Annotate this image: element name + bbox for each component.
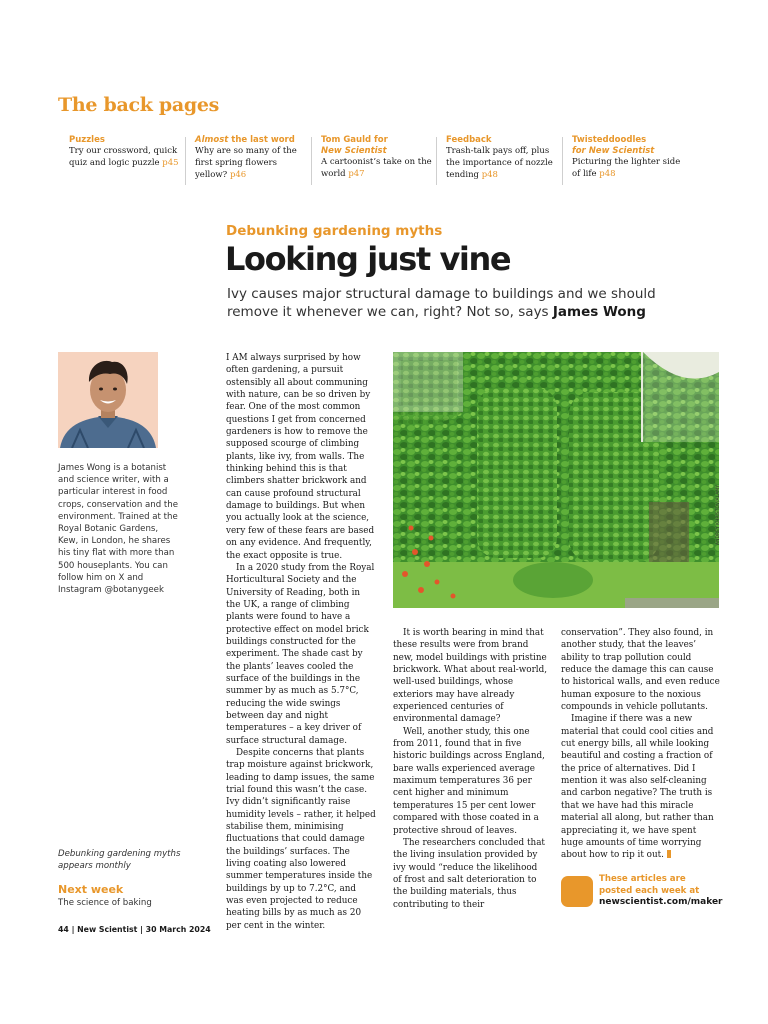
teaser-feedback[interactable] bbox=[446, 135, 558, 181]
promo-url-link[interactable]: newscientist.com/maker bbox=[599, 897, 723, 907]
teaser-twisteddoodles[interactable] bbox=[572, 135, 684, 181]
teaser-divider bbox=[562, 137, 563, 185]
body-column-1 bbox=[226, 352, 376, 932]
body-column-3 bbox=[561, 627, 721, 862]
body-column-2 bbox=[393, 627, 548, 911]
teaser-body: A cartoonist’s take on the world p47 bbox=[321, 157, 432, 179]
body-paragraph: Well, another study, this one from 2011, found that in five historic buildings across England, bare walls experienced average maximum temperatures 36 per cent higher and minimum temperatures 15 per cent lower compared with those coated in a protective shroud of leaves. bbox=[393, 726, 545, 836]
teaser-title: Puzzles bbox=[69, 135, 105, 145]
series-note: Debunking gardening myths appears monthly bbox=[58, 849, 181, 871]
section-title: The back pages bbox=[58, 94, 220, 116]
teaser-puzzles[interactable] bbox=[69, 135, 181, 170]
ivy-building-photo bbox=[393, 352, 719, 608]
article-standfirst: Ivy causes major structural damage to buildings and we should remove it whenever we can, right? Not so, says James Wong bbox=[227, 286, 656, 320]
page-footer: 44 | New Scientist | 30 March 2024 bbox=[58, 925, 211, 934]
article-headline: Looking just vine bbox=[225, 240, 511, 278]
body-paragraph: I AM always surprised by how often gardening, a pursuit ostensibly all about communing with nature, can be so driven by fear. One of the most common questions I get from concerned gardeners is how to remove the supposed scourge of climbing plants, like ivy, from walls. The thinking behind this is that climbers shatter brickwork and can cause profound structural damage to buildings. But when you actually look at the science, very few of these fears are based on any evidence. And frequently, the exact opposite is true. bbox=[226, 353, 375, 561]
author-bio: James Wong is a botanist and science writer, with a particular interest in food crops, conservation and the environment. Trained at the Royal Botanic Gardens, Kew, in London, he shares his tiny flat with more than 500 houseplants. You can follow him on X and Instagram @botanygeek bbox=[58, 463, 178, 596]
body-paragraph: In a 2020 study from the Royal Horticultural Society and the University of Reading, both in the UK, a range of climbing plants were found to have a protective effect on model brick buildings constructed for the experiment. The shade cast by the plants’ leaves cooled the surface of the buildings in the summer by as much as 5.7°C, reducing the wide swings between day and night temperatures – a key driver of surface structural damage. bbox=[226, 562, 375, 746]
article-kicker: Debunking gardening myths bbox=[226, 223, 443, 239]
teaser-title: Feedback bbox=[446, 135, 492, 145]
author-name: James Wong bbox=[552, 303, 646, 320]
teaser-page: p48 bbox=[599, 168, 616, 179]
teaser-title: Tom Gauld for New Scientist bbox=[321, 135, 388, 156]
body-paragraph: Despite concerns that plants trap moisture against brickwork, leading to damp issues, the same trial found this wasn’t the case. Ivy didn’t significantly raise humidity levels – rather, it helped stabilise them, minimising fluctuations that could damage the buildings’ surfaces. The living coating also lowered summer temperatures inside the buildings by up to 7.2°C, and was even projected to reduce heating bills by as much as 20 per cent in the winter. bbox=[226, 748, 376, 931]
author-portrait bbox=[58, 352, 158, 448]
body-paragraph: The researchers concluded that the living insulation provided by ivy would “reduce the likelihood of frost and salt deterioration to the building materials, thus contributing to their bbox=[393, 837, 545, 910]
promo-text: These articles are posted each week at bbox=[599, 874, 700, 896]
teaser-page: p48 bbox=[481, 169, 498, 180]
promo-badge-icon bbox=[561, 876, 593, 907]
end-mark-icon bbox=[667, 850, 671, 858]
teaser-body: Try our crossword, quick quiz and logic puzzle p45 bbox=[69, 146, 179, 168]
teaser-body: Picturing the lighter side of life p48 bbox=[572, 157, 681, 179]
photo-credit: ANDREY KHRISTOV/ALAMY bbox=[716, 485, 721, 545]
body-paragraph: It is worth bearing in mind that these results were from brand new, model buildings with pristine brickwork. What about real-world, well-used buildings, whose exteriors may have already experienced centuries of environmental damage? bbox=[393, 628, 548, 725]
teaser-title: Twisteddoodles for New Scientist bbox=[572, 135, 655, 156]
teaser-divider bbox=[436, 137, 437, 185]
teaser-page: p46 bbox=[229, 169, 247, 180]
next-week-topic: The science of baking bbox=[58, 898, 152, 908]
teaser-tom-gauld[interactable] bbox=[321, 135, 433, 181]
next-week-label: Next week bbox=[58, 883, 124, 896]
teaser-divider bbox=[185, 137, 186, 185]
teaser-page: p47 bbox=[348, 168, 365, 179]
teaser-last-word[interactable] bbox=[195, 135, 307, 181]
teaser-body: Trash-talk pays off, plus the importance of nozzle tending p48 bbox=[446, 146, 553, 180]
teaser-title: Almost the last word bbox=[195, 135, 295, 145]
teaser-page: p45 bbox=[162, 157, 179, 168]
teaser-body: Why are so many of the first spring flowers yellow? p46 bbox=[195, 146, 297, 180]
body-paragraph: Imagine if there was a new material that could cool cities and cut energy bills, all while looking beautiful and costing a fraction of the price of alternatives. Did I mention it was also self-cleaning and carbon negative? The truth is that we have had this miracle material all along, but rather than appreciating it, we have spent huge amounts of time worrying about how to rip it out. bbox=[561, 714, 714, 861]
body-paragraph: conservation”. They also found, in another study, that the leaves’ ability to trap pollution could reduce the damage this can cause to historical walls, and even reduce human exposure to the noxious compounds in vehicle pollutants. bbox=[561, 628, 720, 713]
teaser-divider bbox=[311, 137, 312, 185]
